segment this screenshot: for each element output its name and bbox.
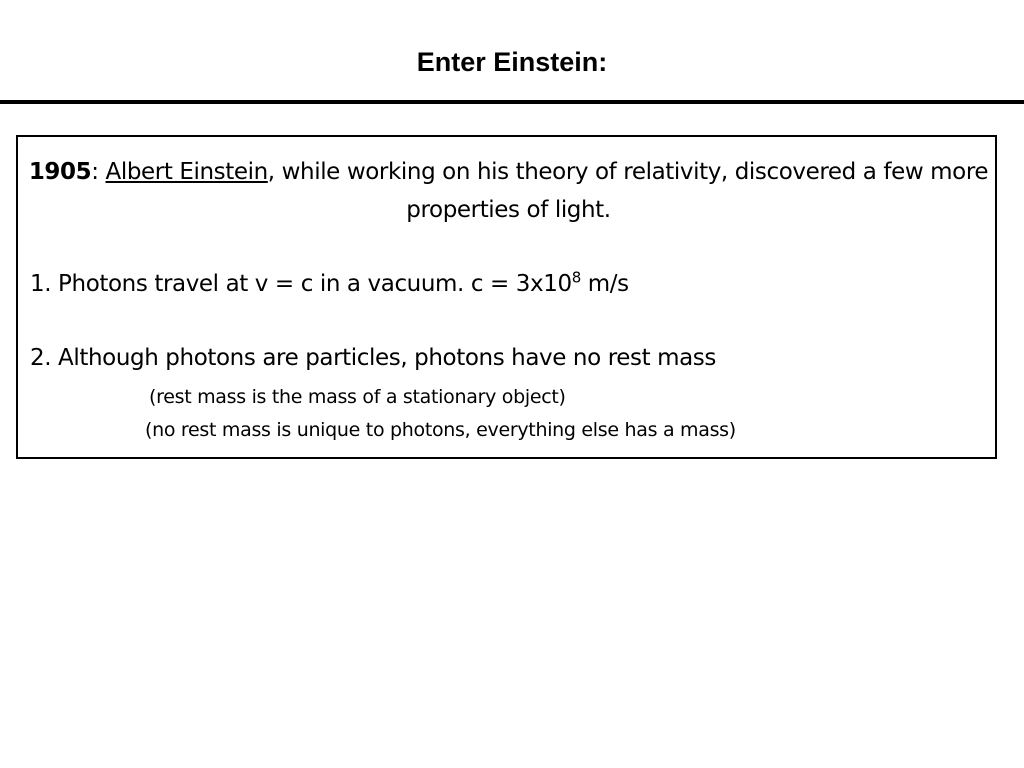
slide-title: Enter Einstein: xyxy=(416,47,608,77)
point-2-text: 2. Although photons are particles, photons have no rest mass xyxy=(30,345,716,371)
year-separator: : xyxy=(91,159,106,185)
intro-paragraph xyxy=(28,153,989,229)
point-1-text: 1. Photons travel at v = c in a vacuum. c = 3x10 xyxy=(30,271,572,297)
note-rest-mass-definition: (rest mass is the mass of a stationary object) xyxy=(149,386,566,408)
exponent: 8 xyxy=(571,268,581,287)
point-2 xyxy=(30,342,716,374)
year-label: 1905 xyxy=(28,159,92,185)
unit: m/s xyxy=(580,271,629,297)
content-box xyxy=(16,135,997,459)
point-1 xyxy=(30,268,629,300)
title-divider xyxy=(0,100,1024,104)
note-photon-unique: (no rest mass is unique to photons, everything else has a mass) xyxy=(145,419,736,441)
scientist-name: Albert Einstein xyxy=(105,159,268,185)
intro-text: , while working on his theory of relativity, discovered a few more properties of light. xyxy=(267,159,989,223)
